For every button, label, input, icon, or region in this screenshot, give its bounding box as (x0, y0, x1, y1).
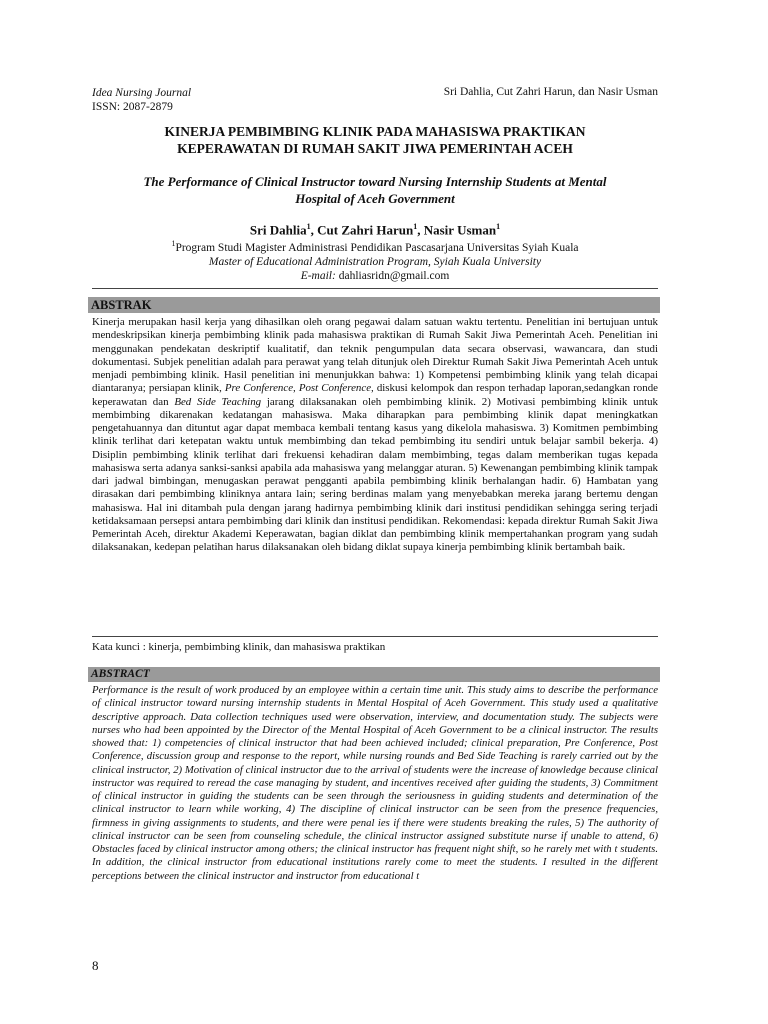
abstrak-italic-2: Bed Side Teaching (174, 395, 262, 408)
journal-header (92, 86, 191, 114)
author-3: Nasir Usman (423, 222, 497, 238)
author-2: Cut Zahri Harun (317, 222, 414, 238)
abstrak-text-1: Kinerja merupakan hasil kerja yang dihasilkan oleh orang pegawai dalam satuan waktu tertentu. Penelitian ini bertujuan untuk mendeskripsikan kinerja pembimbing klinik pada mahasiswa praktikan di Rumah Sakit Jiwa Pemerintah Aceh. Penelitian ini menggunakan pendekatan deskriptif kualitatif, dan teknik pengumpulan data secara observasi, wawancara, dan studi dokumentasi. Subjek penelitian adalah para perawat yang telah ditunjuk oleh Direktur Rumah Sakit Jiwa Pemerintah Aceh untuk menjadi pembimbing klinik. Hasil penelitian ini menunjukkan bahwa: 1) Kompetensi pembimbing klinik yang telah dicapai diantaranya; persiapan klinik, (92, 316, 658, 395)
page-number: 8 (92, 958, 99, 973)
paper-title-indonesian (92, 123, 658, 157)
author-sep-1: , (310, 222, 318, 238)
affiliation-program-text: Program Studi Magister Administrasi Pendidikan Pascasarjana Universitas Syiah Kuala (175, 241, 579, 254)
divider-top (92, 288, 658, 289)
journal-name: Idea Nursing Journal (92, 87, 192, 99)
divider-keywords (92, 636, 658, 637)
author-1: Sri Dahlia (249, 222, 307, 238)
email-label: E-mail: (300, 269, 336, 282)
keywords: Kata kunci : kinerja, pembimbing klinik, dan mahasiswa praktikan (92, 641, 386, 653)
journal-issn: ISSN: 2087-2879 (92, 101, 173, 113)
affiliation-email (92, 269, 658, 283)
author-1-sup: 1 (306, 222, 311, 231)
title-line-1: KINERJA PEMBIMBING KLINIK PADA MAHASISWA PRAKTIKAN (164, 124, 586, 139)
abstrak-text-2: diskusi kelompok dan respon terhadap laporan,sedangkan ronde keperawatan dan (92, 382, 658, 408)
abstract-body: Performance is the result of work produced by an employee within a certain time unit. This study aims to describe the performance of clinical instructor toward nursing internship students in Mental Hospital of Aceh Government. This study used a qualitative descriptive approach. Data collection techniques used were observation, interview, and documentation study. The subjects were nurses who had been appointed by the Director of the Mental Hospital of Aceh Government to be a clinical instructor. The results showed that: 1) competencies of clinical instructor that had been achieved included; clinical preparation, Pre Conference, Post Conference, discussion group and response to the report, while nursing rounds and Bed Side Teaching is rarely carried out by the clinical instructor, 2) Motivation of clinical instructor due to the arrival of students were the increase of knowledge because clinical instructor was required to reread the case managing by student, and incentives received after guiding the students, 3) Commitment of clinical instructor in guiding the students can be seen through the seriousness in guiding students and determination of the clinical instructor to learn while working, 4) The discipline of clinical instructor can be seen from the presence frequencies, firmness in giving assignments to students, and there were penal ies if there were students breaking the rules, 5) The authority of clinical instructor can be seen from counseling schedule, the clinical instructor assigned substitute nurse if unable to attend, 6) Obstacles faced by clinical instructor among others; the clinical instructor has frequent night shift, so he rarely met with t students. In addition, the clinical instructor from educational institutions rarely come to meet the students. I resulted in the different perceptions between the clinical instructor and instructor from educational t (92, 684, 658, 882)
abstrak-text-3: jarang dilaksanakan oleh pembimbing klinik. 2) Motivasi pembimbing klinik untuk membimbing dikarenakan kedatangan mahasiswa. Maka diharapkan para pembimbing klinik dapat meningkatkan pengetahuannya dan dituntut agar dapat membaca kembali tentang kasus yang dikelola mahasiswa. 3) Komitmen pembimbing klinik terlihat dari ketepatan waktu untuk membimbing dan tekad pembimbing itu sendiri untuk belajar sambil bekerja. 4) Disiplin pembimbing klinik terlihat dari frekuensi kehadiran dalam membimbing, tegas dalam memberikan tugas kepada mahasiswa serta adanya sanksi-sanksi apabila ada mahasiswa yang melanggar aturan. 5) Kewenangan pembimbing klinik tampak dari jadwal bimbingan, menugaskan perawat pengganti apabila pembimbing klinik berhalangan hadir. 6) Hambatan yang dirasakan dari pembimbing kliniknya antara lain; sering berdinas malam yang menyebabkan mereka jarang bertemu dengan mahasiswa. Hal ini ditambah pula dengan jarang hadirnya pembimbing klinik dari institusi pendidikan sehingga sering terjadi ketidaksamaan persepsi antara pembimbing dari klinik dan institusi pendidikan. Rekomendasi: kepada direktur Rumah Sakit Jiwa Pemerintah Aceh, direktur Akademi Keperawatan, bagian diklat dan pembimbing klinik mempertahankan program yang sudah dilaksanakan, kedepan pelatihan harus dilaksanakan oleh bidang diklat supaya kinerja pembimbing klinik bertambah baik. (92, 395, 658, 554)
affiliation-program (171, 239, 579, 254)
title-en-line-2: Hospital of Aceh Government (295, 191, 455, 206)
paper-title-english (92, 173, 658, 207)
email-address: dahliasridn@gmail.com (338, 269, 450, 282)
abstract-heading: ABSTRACT (88, 667, 660, 682)
abstrak-heading: ABSTRAK (88, 297, 660, 313)
author-3-sup: 1 (496, 222, 501, 231)
affiliation-english: Master of Educational Administration Program, Syiah Kuala University (208, 255, 542, 268)
title-en-line-1: The Performance of Clinical Instructor toward Nursing Internship Students at Mental (143, 174, 607, 189)
author-list (92, 222, 658, 238)
header-authors: Sri Dahlia, Cut Zahri Harun, dan Nasir Usman (443, 86, 658, 98)
affiliation-sup: 1 (171, 239, 176, 248)
author-2-sup: 1 (413, 222, 418, 231)
affiliation (92, 237, 658, 283)
title-line-2: KEPERAWATAN DI RUMAH SAKIT JIWA PEMERINTAH ACEH (177, 141, 573, 156)
abstrak-italic-1: Pre Conference, Post Conference, (224, 382, 374, 395)
author-sep-2: , (417, 222, 424, 238)
abstrak-body (92, 316, 658, 555)
